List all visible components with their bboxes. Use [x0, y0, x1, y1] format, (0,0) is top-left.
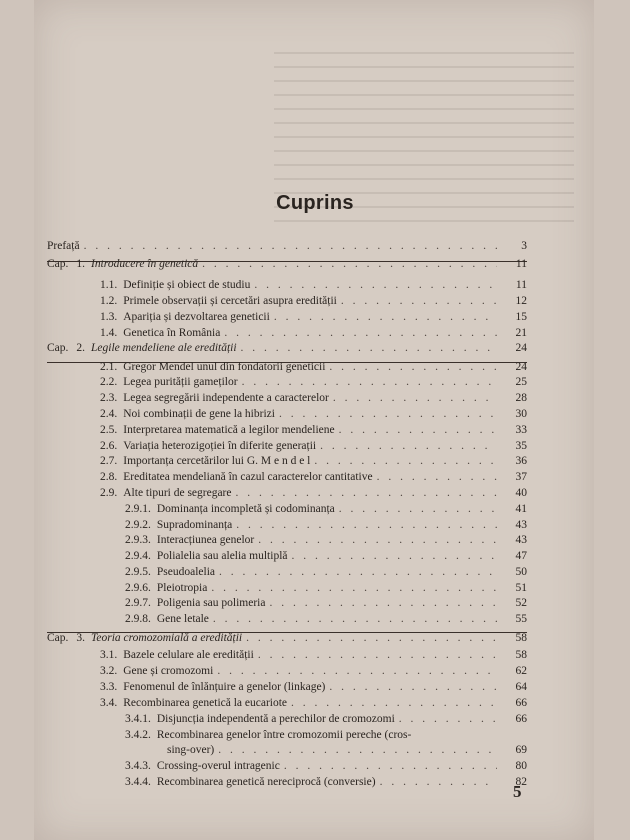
dot-leader: [269, 597, 497, 609]
toc-entry[interactable]: [100, 408, 527, 423]
dot-leader: [218, 744, 497, 756]
entry-title: Recombinarea genelor între cromozomii pereche (cros-: [156, 729, 412, 741]
dot-leader: [339, 503, 497, 515]
entry-number: 3.1.: [100, 649, 118, 661]
entry-title: Prefață: [47, 240, 80, 252]
toc-entry[interactable]: [100, 392, 527, 407]
toc-entry[interactable]: [47, 342, 527, 357]
page-number: 5: [513, 782, 522, 801]
entry-page-number: 66: [515, 713, 527, 725]
entry-number: 3.2.: [100, 665, 118, 677]
entry-page-number: 11: [515, 279, 527, 291]
entry-number: 2.9.7.: [125, 597, 151, 609]
toc-entry[interactable]: [125, 776, 527, 791]
dot-leader: [341, 295, 497, 307]
entry-title: Gene și cromozomi: [123, 665, 214, 677]
dot-leader: [329, 361, 497, 373]
entry-number: 2.9.2.: [125, 519, 151, 531]
entry-title: Noi combinații de gene la hibrizi: [123, 408, 275, 420]
toc-entry[interactable]: [100, 697, 527, 712]
toc-entry[interactable]: [125, 729, 527, 744]
entry-title: Teoria cromozomială a eredității: [91, 632, 243, 644]
entry-title: Fenomenul de înlănțuire a genelor (linkage): [123, 681, 326, 693]
entry-page-number: 66: [515, 697, 527, 709]
toc-entry[interactable]: [125, 519, 527, 534]
toc-entry[interactable]: [125, 597, 527, 612]
dot-leader: [380, 776, 497, 788]
entry-title: Interacțiunea genelor: [156, 534, 255, 546]
entry-page-number: 11: [515, 258, 527, 270]
toc-entry[interactable]: [125, 534, 527, 549]
entry-title: Importanța cercetărilor lui G. M e n d e l: [123, 455, 311, 467]
dot-leader: [224, 327, 497, 339]
toc-entry[interactable]: [100, 455, 527, 470]
toc-entry[interactable]: [125, 582, 527, 597]
toc-entry[interactable]: [100, 424, 527, 439]
entry-page-number: 24: [515, 342, 527, 354]
entry-number: 2.3.: [100, 392, 118, 404]
toc-entry[interactable]: [100, 327, 527, 342]
entry-number: 2.9.4.: [125, 550, 151, 562]
toc-entry[interactable]: [47, 632, 527, 647]
dot-leader: [217, 665, 497, 677]
entry-page-number: 58: [515, 649, 527, 661]
entry-number: 2.9.: [100, 487, 118, 499]
dot-leader: [377, 471, 497, 483]
entry-page-number: 41: [515, 503, 527, 515]
entry-page-number: 80: [515, 760, 527, 772]
entry-page-number: 37: [515, 471, 527, 483]
entry-page-number: 47: [515, 550, 527, 562]
entry-title: Bazele celulare ale eredității: [123, 649, 254, 661]
entry-number: 2.6.: [100, 440, 118, 452]
entry-title: Gene letale: [156, 613, 209, 625]
entry-number: 3.: [76, 632, 86, 644]
dot-leader: [236, 519, 497, 531]
entry-title: Apariția și dezvoltarea geneticii: [123, 311, 270, 323]
toc-entry[interactable]: [125, 613, 527, 628]
dot-leader: [399, 713, 497, 725]
dot-leader: [202, 258, 497, 270]
entry-page-number: 21: [515, 327, 527, 339]
entry-number: 2.1.: [100, 361, 118, 373]
chapter-label: Cap.: [47, 632, 69, 644]
dot-leader: [333, 392, 497, 404]
entry-page-number: 3: [521, 240, 527, 252]
entry-number: 2.5.: [100, 424, 118, 436]
toc-entry[interactable]: [125, 713, 527, 728]
entry-page-number: 43: [515, 534, 527, 546]
entry-title: Disjuncția independentă a perechilor de cromozomi: [156, 713, 395, 725]
entry-number: 2.9.8.: [125, 613, 151, 625]
entry-title: Ereditatea mendeliană în cazul caracterelor cantitative: [123, 471, 373, 483]
dot-leader: [246, 632, 497, 644]
dot-leader: [274, 311, 497, 323]
toc-entry[interactable]: [100, 681, 527, 696]
entry-number: 2.7.: [100, 455, 118, 467]
entry-page-number: 51: [515, 582, 527, 594]
toc-entry[interactable]: [100, 487, 527, 502]
entry-number: 3.4.3.: [125, 760, 151, 772]
entry-page-number: 36: [515, 455, 527, 467]
entry-title: Polialelia sau alelia multiplă: [156, 550, 288, 562]
toc-entry[interactable]: [47, 240, 527, 255]
toc-entry[interactable]: [47, 258, 527, 273]
entry-page-number: 52: [515, 597, 527, 609]
entry-number: 3.4.2.: [125, 729, 151, 741]
dot-leader: [339, 424, 497, 436]
dot-leader: [314, 455, 497, 467]
entry-number: 2.4.: [100, 408, 118, 420]
entry-number: 3.4.4.: [125, 776, 151, 788]
entry-number: 1.2.: [100, 295, 118, 307]
entry-page-number: 64: [515, 681, 527, 693]
entry-title: Introducere în genetică: [91, 258, 199, 270]
entry-title: Definiție și obiect de studiu: [123, 279, 251, 291]
dot-leader: [219, 566, 497, 578]
entry-title: Alte tipuri de segregare: [123, 487, 232, 499]
entry-title: Pleiotropia: [156, 582, 208, 594]
toc-entry[interactable]: [100, 665, 527, 680]
entry-page-number: 24: [515, 361, 527, 373]
entry-number: 2.8.: [100, 471, 118, 483]
entry-page-number: 28: [515, 392, 527, 404]
entry-number: 2.9.6.: [125, 582, 151, 594]
toc-entry[interactable]: [100, 649, 527, 664]
toc-entry[interactable]: [100, 279, 527, 294]
dot-leader: [254, 279, 497, 291]
dot-leader: [258, 649, 497, 661]
toc-entry[interactable]: [125, 503, 527, 518]
entry-number: 2.2.: [100, 376, 118, 388]
entry-page-number: 35: [515, 440, 527, 452]
dot-leader: [213, 613, 497, 625]
entry-page-number: 40: [515, 487, 527, 499]
entry-number: 2.9.5.: [125, 566, 151, 578]
dot-leader: [320, 440, 497, 452]
dot-leader: [258, 534, 497, 546]
page-title: Cuprins: [276, 192, 354, 214]
dot-leader: [292, 550, 498, 562]
dot-leader: [242, 376, 497, 388]
entry-page-number: 58: [515, 632, 527, 644]
entry-number: 2.9.1.: [125, 503, 151, 515]
entry-page-number: 55: [515, 613, 527, 625]
entry-page-number: 50: [515, 566, 527, 578]
dot-leader: [284, 760, 497, 772]
dot-leader: [211, 582, 497, 594]
dot-leader: [236, 487, 498, 499]
toc-entry[interactable]: [100, 361, 527, 376]
entry-page-number: 30: [515, 408, 527, 420]
dot-leader: [279, 408, 497, 420]
entry-number: 2.: [76, 342, 86, 354]
entry-title: Interpretarea matematică a legilor mendeliene: [123, 424, 335, 436]
toc-entry[interactable]: [100, 440, 527, 455]
chapter-label: Cap.: [47, 258, 69, 270]
entry-title: Variația heterozigoției în diferite generații: [123, 440, 317, 452]
dot-leader: [84, 240, 497, 252]
entry-page-number: 15: [515, 311, 527, 323]
toc-entry[interactable]: [100, 311, 527, 326]
chapter-label: Cap.: [47, 342, 69, 354]
entry-page-number: 43: [515, 519, 527, 531]
toc-entry[interactable]: [167, 744, 527, 759]
dot-leader: [329, 681, 497, 693]
entry-number: 3.4.1.: [125, 713, 151, 725]
entry-title: Legile mendeliene ale eredității: [91, 342, 237, 354]
entry-number: 2.9.3.: [125, 534, 151, 546]
dot-leader: [241, 342, 497, 354]
toc-entry[interactable]: [125, 566, 527, 581]
entry-number: 1.: [76, 258, 86, 270]
entry-page-number: 82: [515, 776, 527, 788]
entry-title: Genetica în România: [123, 327, 221, 339]
dot-leader: [291, 697, 497, 709]
entry-number: 1.1.: [100, 279, 118, 291]
entry-number: 3.4.: [100, 697, 118, 709]
entry-title: Dominanța incompletă și codominanța: [156, 503, 335, 515]
entry-number: 3.3.: [100, 681, 118, 693]
toc-entry[interactable]: [100, 295, 527, 310]
entry-title: Crossing-overul intragenic: [156, 760, 280, 772]
entry-title: Legea purității gameților: [123, 376, 238, 388]
entry-page-number: 25: [515, 376, 527, 388]
entry-title: Gregor Mendel unul din fondatorii geneticii: [123, 361, 326, 373]
entry-title: Legea segregării independente a caracterelor: [123, 392, 329, 404]
entry-title: Pseudoalelia: [156, 566, 215, 578]
entry-page-number: 69: [515, 744, 527, 756]
entry-title: Poligenia sau polimeria: [156, 597, 266, 609]
entry-page-number: 12: [515, 295, 527, 307]
entry-title: Primele observații și cercetări asupra eredității: [123, 295, 337, 307]
toc-entry[interactable]: [100, 376, 527, 391]
entry-page-number: 33: [515, 424, 527, 436]
entry-number: 1.3.: [100, 311, 118, 323]
toc-entry[interactable]: [125, 760, 527, 775]
entry-title: Recombinarea genetică nereciprocă (conversie): [156, 776, 376, 788]
toc-entry[interactable]: [125, 550, 527, 565]
toc-entry[interactable]: [100, 471, 527, 486]
entry-title: Supradominanța: [156, 519, 233, 531]
entry-title: sing-over): [167, 744, 215, 756]
entry-title: Recombinarea genetică la eucariote: [123, 697, 288, 709]
entry-number: 1.4.: [100, 327, 118, 339]
entry-page-number: 62: [515, 665, 527, 677]
